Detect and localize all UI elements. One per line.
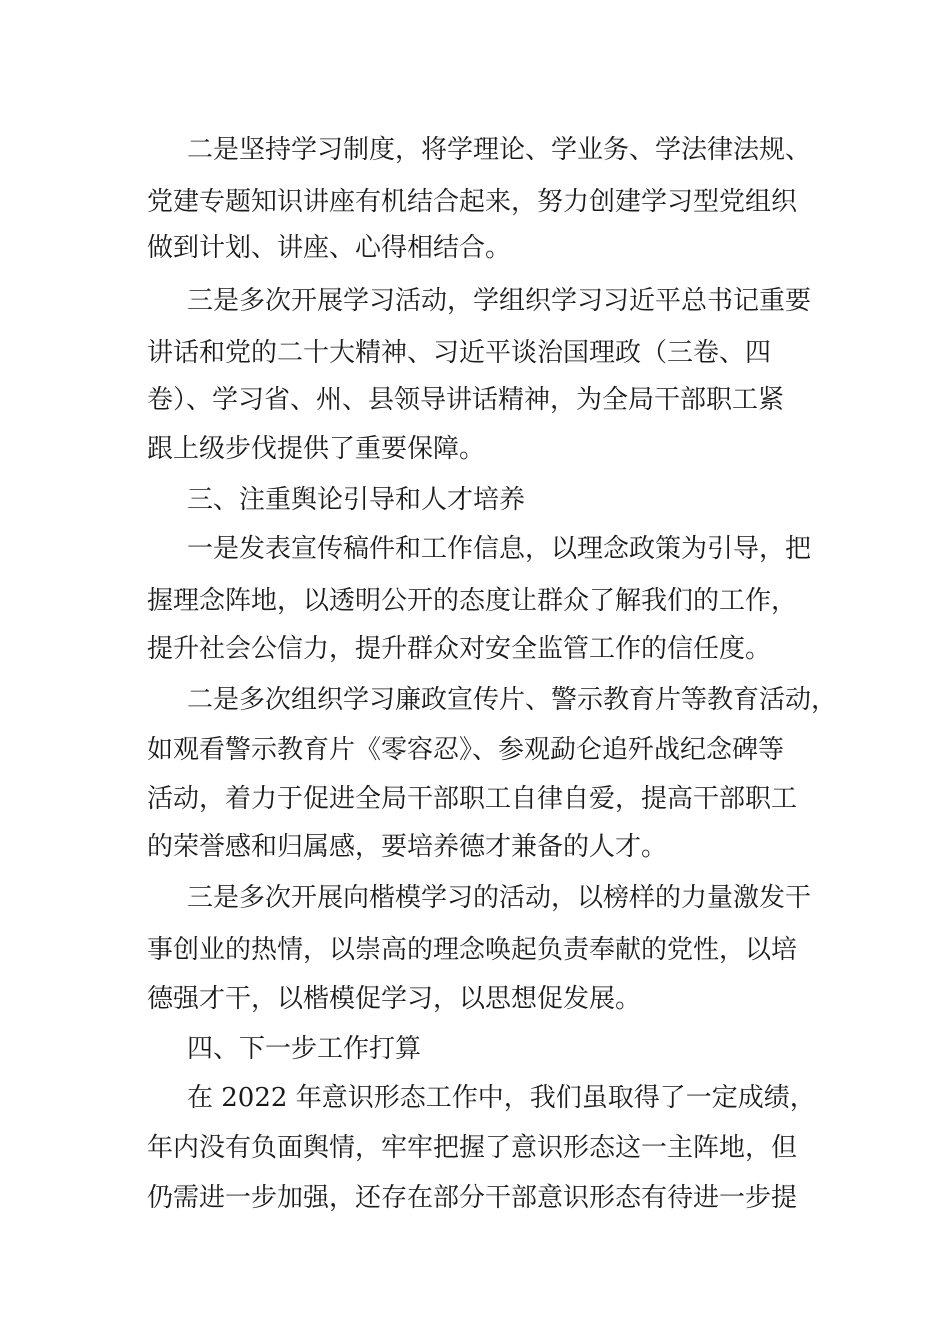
text-line: 讲话和党的二十大精神、习近平谈治国理政（三卷、四 (147, 338, 772, 368)
text-line: 卷）、学习省、州、县领导讲话精神，为全局干部职工紧 (147, 385, 785, 415)
text-line: 活动，着力于促进全局干部职工自律自爱，提高干部职工 (147, 784, 798, 814)
section-heading: 三、注重舆论引导和人才培养 (187, 485, 526, 515)
section-heading: 四、下一步工作打算 (187, 1034, 422, 1064)
text-line: 跟上级步伐提供了重要保障。 (147, 434, 486, 464)
text-line: 事创业的热情，以崇高的理念唤起负责奉献的党性，以培 (147, 935, 798, 965)
text-line: 二是坚持学习制度，将学理论、学业务、学法律法规、 (187, 135, 812, 165)
text-line: 二是多次组织学习廉政宣传片、警示教育片等教育活动， (187, 685, 838, 715)
text-line: 在 2022 年意识形态工作中，我们虽取得了一定成绩， (187, 1083, 816, 1113)
text-line: 党建专题知识讲座有机结合起来，努力创建学习型党组织 (147, 187, 798, 217)
text-line: 仍需进一步加强，还存在部分干部意识形态有待进一步提 (147, 1183, 798, 1213)
text-line: 年内没有负面舆情，牢牢把握了意识形态这一主阵地，但 (147, 1133, 798, 1163)
text-line: 的荣誉感和归属感，要培养德才兼备的人才。 (147, 832, 668, 862)
text-line: 做到计划、讲座、心得相结合。 (147, 233, 512, 263)
text-line: 德强才干，以楷模促学习，以思想促发展。 (147, 984, 642, 1014)
text-line: 握理念阵地，以透明公开的态度让群众了解我们的工作， (147, 586, 798, 616)
text-line: 提升社会公信力，提升群众对安全监管工作的信任度。 (147, 634, 772, 664)
text-line: 三是多次开展向楷模学习的活动，以榜样的力量激发干 (187, 883, 812, 913)
text-line: 三是多次开展学习活动，学组织学习习近平总书记重要 (187, 286, 812, 316)
text-line: 如观看警示教育片《零容忍》、参观勐仑追歼战纪念碑等 (147, 735, 785, 765)
text-line: 一是发表宣传稿件和工作信息，以理念政策为引导，把 (187, 534, 812, 564)
